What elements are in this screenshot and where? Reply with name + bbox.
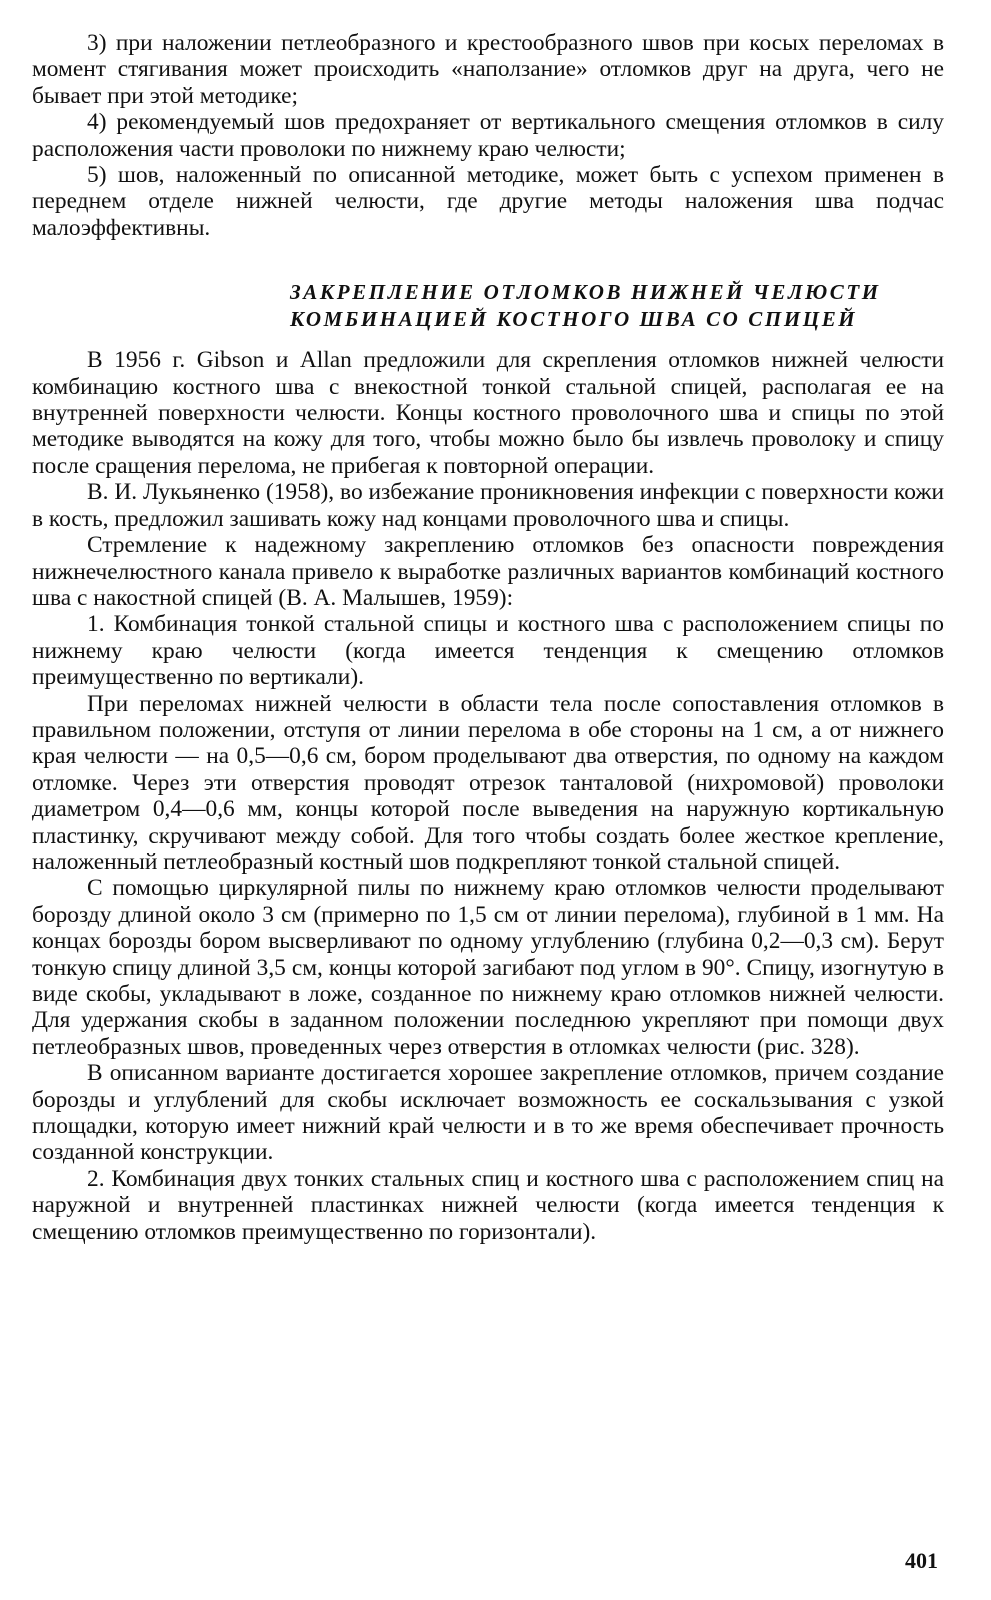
paragraph-variant-2: 2. Комбинация двух тонких стальных спиц и костного шва с расположением спиц на наружной и внутренней пластинках нижней челюсти (когда имеется тенденция к смещению отломков преимущественно по горизонтали). xyxy=(32,1165,944,1245)
paragraph-lukyanenko: В. И. Лукьяненко (1958), во избежание проникновения инфекции с поверхности кожи в кость, предложил зашивать кожу над концами проволочного шва и спицы. xyxy=(32,479,944,532)
paragraph-malyshev: Стремление к надежному закреплению отломков без опасности повреждения нижнечелюстного канала привело к выработке различных вариантов комбинаций костного шва с накостной спицей (В. А. Малышев, 1959): xyxy=(32,532,944,611)
paragraph-technique: При переломах нижней челюсти в области тела после сопоставления отломков в правильном положении, отступя от линии перелома в обе стороны на 1 см, а от нижнего края челюсти — на 0,5—0,6 см, бором проделывают два отверстия, по одному на каждом отломке. Через эти отверстия проводят отрезок танталовой (нихромовой) проволоки диаметром 0,4—0,6 мм, концы которой после выведения на наружную кортикальную пластинку, скручивают между собой. Для того чтобы создать более жесткое крепление, наложенный петлеобразный костный шов подкрепляют тонкой стальной спицей. xyxy=(32,690,944,875)
paragraph-result: В описанном варианте достигается хорошее закрепление отломков, причем создание борозды и углублений для скобы исключает возможность ее соскальзывания с узкой площадки, которую имеет нижний край челюсти и в то же время обеспечивает прочность созданной конструкции. xyxy=(32,1060,944,1166)
list-item-4: 4) рекомендуемый шов предохраняет от вертикального смещения отломков в силу расположения части проволоки по нижнему краю челюсти; xyxy=(32,109,944,162)
paragraph-groove: С помощью циркулярной пилы по нижнему краю отломков челюсти проделывают борозду длиной около 3 см (примерно по 1,5 см от линии перелома), глубиной в 1 мм. На концах борозды бором высверливают по одному углублению (глубина 0,2—0,3 см). Берут тонкую спицу длиной 3,5 см, концы которой загибают под углом в 90°. Спицу, изогнутую в виде скобы, укладывают в ложе, созданное по нижнему краю отломков нижней челюсти. Для удержания скобы в заданном положении последнюю укрепляют при помощи двух петлеобразных швов, проведенных через отверстия в отломках челюсти (рис. 328). xyxy=(32,875,944,1060)
list-item-5: 5) шов, наложенный по описанной методике, может быть с успехом применен в переднем отделе нижней челюсти, где другие методы наложения шва подчас малоэффективны. xyxy=(32,162,944,241)
paragraph-variant-1: 1. Комбинация тонкой стальной спицы и костного шва с расположением спицы по нижнему краю челюсти (когда имеется тенденция к смещению отломков преимущественно по вертикали). xyxy=(32,611,944,691)
page-text xyxy=(32,30,944,1245)
list-item-3: 3) при наложении петлеобразного и крестообразного швов при косых переломах в момент стягивания может происходить «наползание» отломков друг на друга, чего не бывает при этой методике; xyxy=(32,30,944,109)
page-number: 401 xyxy=(905,1548,938,1573)
heading-line-1: ЗАКРЕПЛЕНИЕ ОТЛОМКОВ НИЖНЕЙ ЧЕЛЮСТИ xyxy=(290,280,881,305)
heading-line-2: КОМБИНАЦИЕЙ КОСТНОГО ШВА СО СПИЦЕЙ xyxy=(290,307,858,332)
paragraph-gibson-allan: В 1956 г. Gibson и Allan предложили для скрепления отломков нижней челюсти комбинацию костного шва с внекостной тонкой стальной спицей, располагая ее на внутренней поверхности челюсти. Концы костного проволочного шва и спицы по этой методике выводятся на кожу для того, чтобы можно было бы извлечь проволоку и спицу после сращения перелома, не прибегая к повторной операции. xyxy=(32,347,944,479)
section-heading xyxy=(32,279,944,333)
